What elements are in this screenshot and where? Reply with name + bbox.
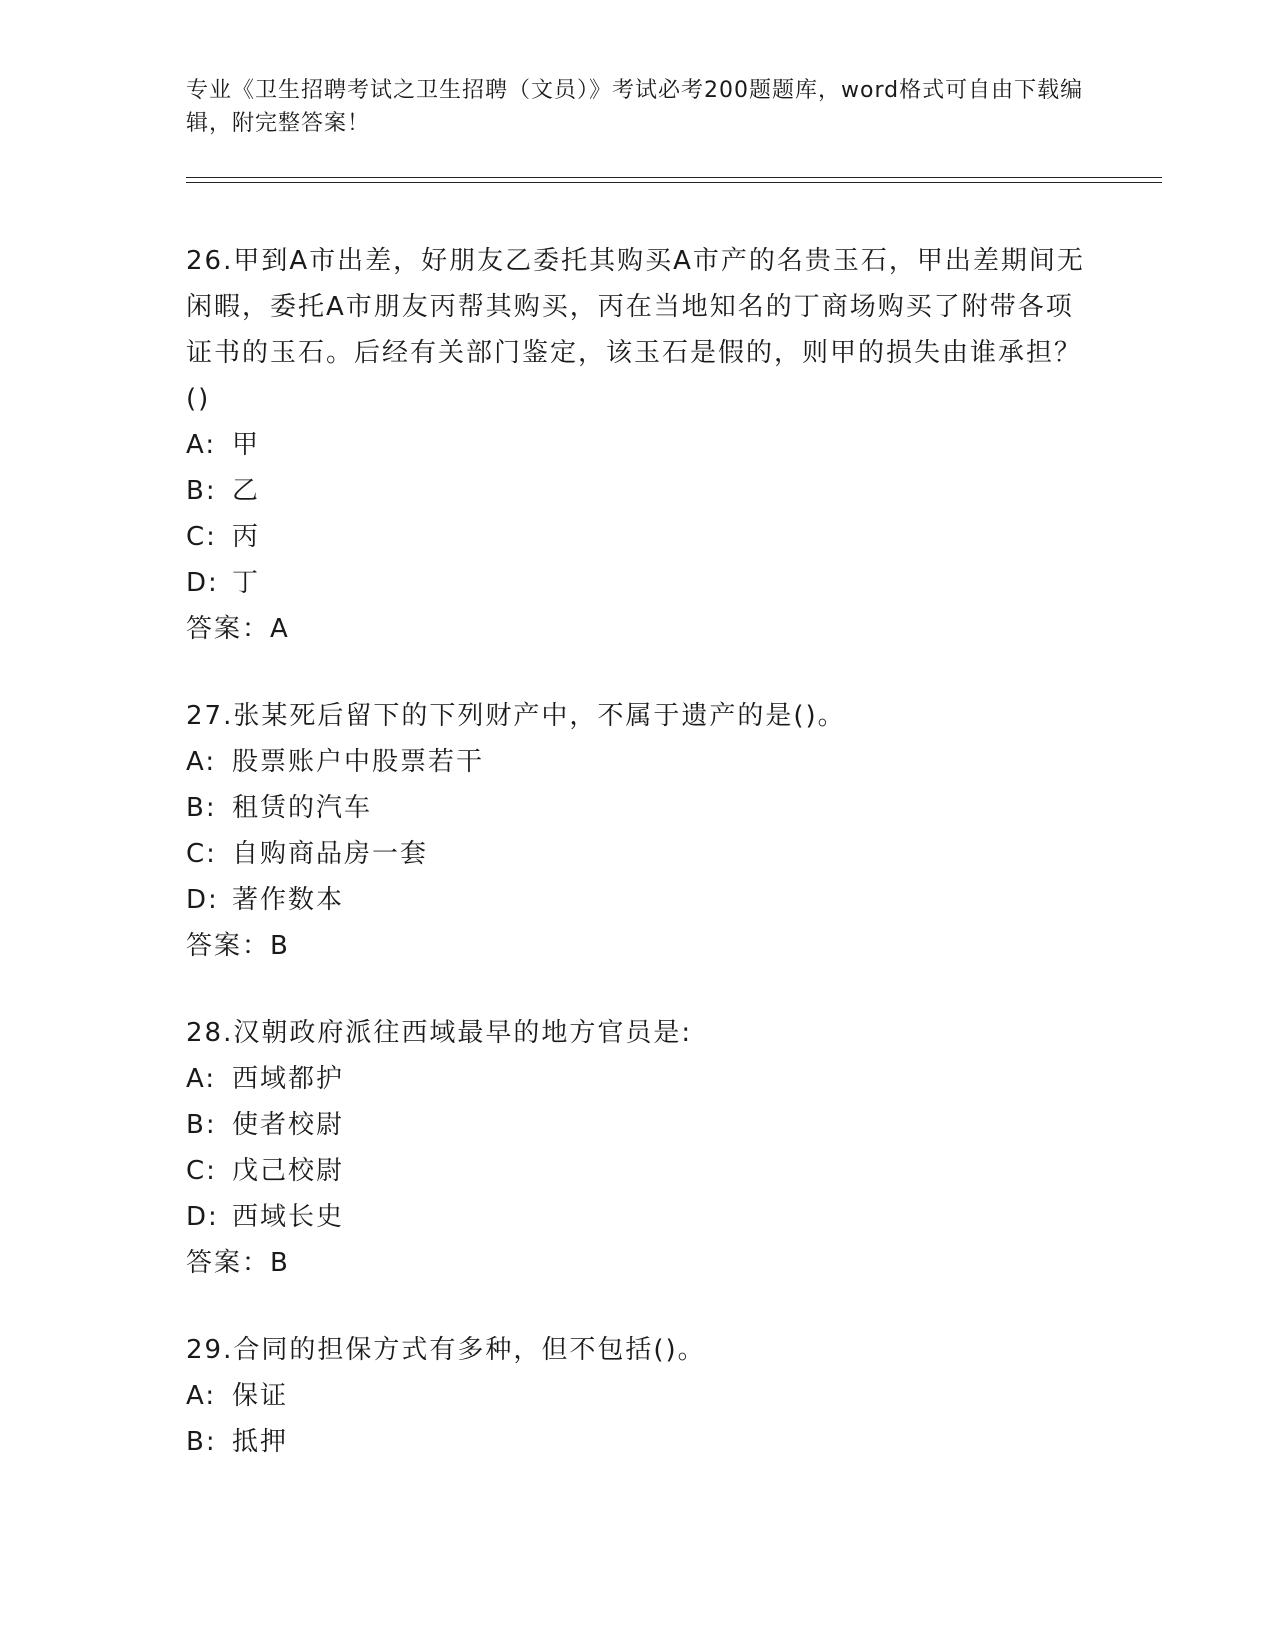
option-text: 自购商品房一套 [232, 839, 429, 869]
option-text: 丁 [232, 568, 261, 598]
option-key: B: [186, 476, 217, 506]
option-text: 西域长史 [232, 1202, 345, 1232]
option-b [186, 1419, 1086, 1465]
question-list [186, 238, 1086, 1506]
option-d [186, 877, 1086, 923]
option-text: 乙 [232, 476, 261, 506]
question-stem: 27.张某死后留下的下列财产中，不属于遗产的是()。 [186, 701, 846, 731]
option-text: 丙 [232, 522, 261, 552]
option-key: A: [186, 1064, 217, 1094]
question-stem: 26.甲到A市出差，好朋友乙委托其购买A市产的名贵玉石，甲出差期间无闲暇，委托A市朋友丙帮其购买，丙在当地知名的丁商场购买了附带各项证书的玉石。后经有关部门鉴定，该玉石是假的，则甲的损失由谁承担？() [186, 246, 1085, 414]
option-d [186, 560, 1086, 606]
option-c [186, 514, 1086, 560]
option-key: C: [186, 839, 217, 869]
option-key: A: [186, 747, 217, 777]
option-c [186, 831, 1086, 877]
header-rule-bottom [186, 182, 1162, 183]
option-c [186, 1148, 1086, 1194]
answer-line: 答案：B [186, 931, 290, 961]
option-key: C: [186, 522, 217, 552]
header-rule-top [186, 177, 1162, 178]
option-a [186, 422, 1086, 468]
answer-line: 答案：B [186, 1248, 290, 1278]
option-text: 使者校尉 [232, 1110, 345, 1140]
option-key: C: [186, 1156, 217, 1186]
option-text: 租赁的汽车 [232, 793, 373, 823]
option-text: 西域都护 [232, 1064, 345, 1094]
question-27 [186, 693, 1086, 969]
option-text: 甲 [232, 430, 261, 460]
question-29 [186, 1327, 1086, 1465]
option-key: A: [186, 1381, 217, 1411]
option-key: B: [186, 1427, 217, 1457]
option-key: B: [186, 793, 217, 823]
option-a [186, 739, 1086, 785]
option-key: B: [186, 1110, 217, 1140]
option-key: A: [186, 430, 217, 460]
option-a [186, 1373, 1086, 1419]
option-d [186, 1194, 1086, 1240]
option-key: D: [186, 885, 219, 915]
option-text: 著作数本 [232, 885, 345, 915]
question-stem: 29.合同的担保方式有多种，但不包括()。 [186, 1335, 706, 1365]
question-26 [186, 238, 1086, 652]
option-a [186, 1056, 1086, 1102]
option-text: 保证 [232, 1381, 289, 1411]
document-header: 专业《卫生招聘考试之卫生招聘（文员）》考试必考200题题库，word格式可自由下载编辑，附完整答案！ [186, 78, 1084, 136]
option-text: 抵押 [232, 1427, 289, 1457]
option-text: 戊己校尉 [232, 1156, 345, 1186]
option-b [186, 1102, 1086, 1148]
question-stem: 28.汉朝政府派往西域最早的地方官员是: [186, 1018, 693, 1048]
option-b [186, 785, 1086, 831]
option-b [186, 468, 1086, 514]
question-28 [186, 1010, 1086, 1286]
option-text: 股票账户中股票若干 [232, 747, 485, 777]
answer-line: 答案：A [186, 614, 290, 644]
option-key: D: [186, 568, 219, 598]
option-key: D: [186, 1202, 219, 1232]
